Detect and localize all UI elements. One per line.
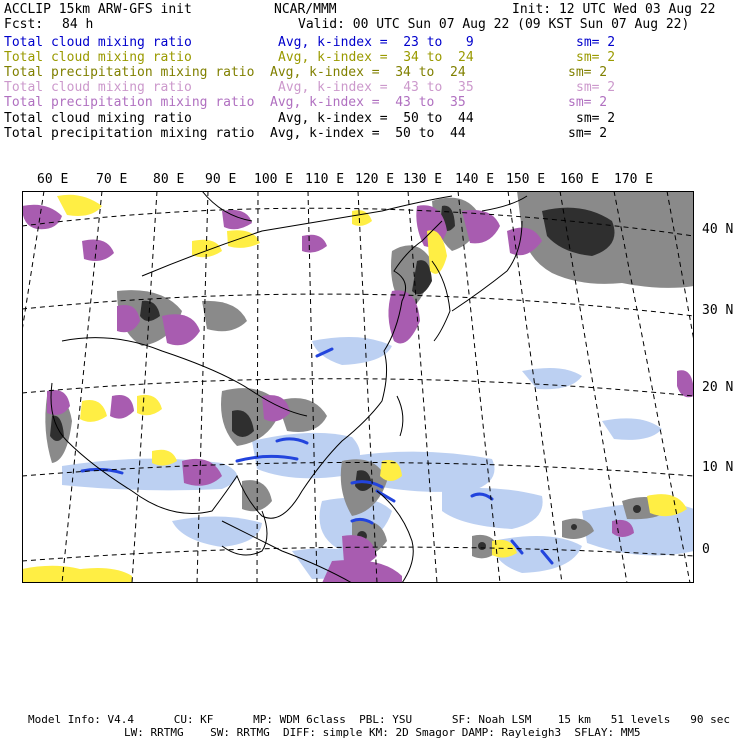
field-avg-5: Avg, k-index = 43 to 35 <box>270 95 466 110</box>
lat-label-40n: 40 N <box>702 222 734 237</box>
lon-label-160e: 160 E <box>560 172 600 187</box>
field-sm-7: sm= 2 <box>568 126 608 141</box>
field-avg-2: Avg, k-index = 34 to 24 <box>278 50 474 65</box>
lon-label-110e: 110 E <box>305 172 345 187</box>
lon-label-170e: 170 E <box>614 172 654 187</box>
lon-label-140e: 140 E <box>455 172 495 187</box>
field-name-3: Total precipitation mixing ratio <box>4 65 255 80</box>
lon-label-80e: 80 E <box>153 172 185 187</box>
field-avg-1: Avg, k-index = 23 to 9 <box>278 35 474 50</box>
valid-time: Valid: 00 UTC Sun 07 Aug 22 (09 KST Sun 07 Aug 22) <box>298 17 690 32</box>
field-avg-3: Avg, k-index = 34 to 24 <box>270 65 466 80</box>
field-sm-1: sm= 2 <box>576 35 616 50</box>
lon-label-130e: 130 E <box>403 172 443 187</box>
field-name-5: Total precipitation mixing ratio <box>4 95 255 110</box>
field-sm-6: sm= 2 <box>576 111 616 126</box>
field-avg-6: Avg, k-index = 50 to 44 <box>278 111 474 126</box>
lat-label-30n: 30 N <box>702 303 734 318</box>
field-sm-5: sm= 2 <box>568 95 608 110</box>
center-label: NCAR/MMM <box>274 2 337 17</box>
lon-label-70e: 70 E <box>96 172 128 187</box>
lon-label-60e: 60 E <box>37 172 69 187</box>
field-name-6: Total cloud mixing ratio <box>4 111 192 126</box>
lon-label-120e: 120 E <box>355 172 395 187</box>
init-time: Init: 12 UTC Wed 03 Aug 22 <box>512 2 716 17</box>
lat-label-0: 0 <box>702 542 710 557</box>
field-name-4: Total cloud mixing ratio <box>4 80 192 95</box>
model-info-line-2: LW: RRTMG SW: RRTMG DIFF: simple KM: 2D Smagor DAMP: Rayleigh3 SFLAY: MM5 <box>124 726 641 739</box>
field-sm-3: sm= 2 <box>568 65 608 80</box>
lon-label-100e: 100 E <box>254 172 294 187</box>
lon-label-150e: 150 E <box>506 172 546 187</box>
field-sm-2: sm= 2 <box>576 50 616 65</box>
forecast-label: Fcst: <box>4 17 44 32</box>
lat-label-20n: 20 N <box>702 380 734 395</box>
lon-label-90e: 90 E <box>205 172 237 187</box>
model-title: ACCLIP 15km ARW-GFS init <box>4 2 192 17</box>
field-name-7: Total precipitation mixing ratio <box>4 126 255 141</box>
lat-label-10n: 10 N <box>702 460 734 475</box>
field-name-1: Total cloud mixing ratio <box>4 35 192 50</box>
forecast-map <box>22 191 694 583</box>
field-avg-7: Avg, k-index = 50 to 44 <box>270 126 466 141</box>
field-avg-4: Avg, k-index = 43 to 35 <box>278 80 474 95</box>
model-info-line-1: Model Info: V4.4 CU: KF MP: WDM 6class PBL: YSU SF: Noah LSM 15 km 51 levels 90 sec <box>28 713 730 726</box>
field-sm-4: sm= 2 <box>576 80 616 95</box>
field-name-2: Total cloud mixing ratio <box>4 50 192 65</box>
forecast-hours: 84 h <box>62 17 94 32</box>
